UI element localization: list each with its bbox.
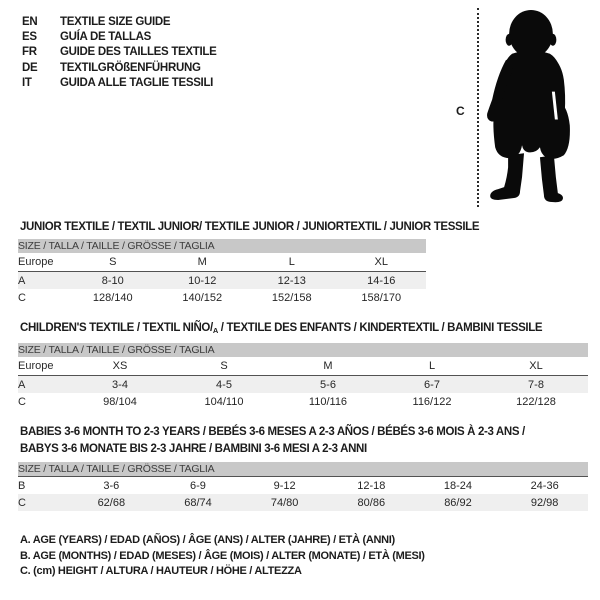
col-header: L [247,253,337,272]
language-title-list [22,14,217,90]
table-row [18,494,588,511]
row-label: C [18,494,68,511]
col-header: L [380,357,484,376]
table-row [18,477,588,495]
col-header: S [172,357,276,376]
lang-label: TEXTILE SIZE GUIDE [60,15,171,28]
lang-row-it [22,75,217,90]
lang-code: FR [22,46,37,59]
legend-notes [20,533,425,580]
cell-value: 92/98 [501,494,588,511]
children-table-title [20,320,542,340]
cell-value: 12-13 [247,272,337,290]
cell-value: 5-6 [276,376,380,394]
height-measure-line [477,8,479,207]
lang-code: DE [22,61,38,74]
babies-title-line1: BABIES 3-6 MONTH TO 2-3 YEARS / BEBÉS 3-6 MESES A 2-3 AÑOS / BÉBÉS 3-6 MOIS À 2-3 ANS / [20,426,525,438]
cell-value: 7-8 [484,376,588,394]
cell-value: 8-10 [68,272,158,290]
columns-row [18,253,426,272]
col-header: XS [68,357,172,376]
size-header-bar [18,343,588,357]
size-header-bar [18,239,426,253]
cell-value: 9-12 [273,479,296,492]
columns-row [18,357,588,376]
col-header: XL [337,253,427,272]
cell-value: 158/170 [361,291,402,304]
row-label: A [18,376,68,394]
row-label: C [18,395,26,408]
cell-value: 86/92 [415,494,502,511]
note-age-years: A. AGE (YEARS) / EDAD (AÑOS) / ÂGE (ANS) / ALTER (JAHRE) / ETÀ (ANNI) [20,534,395,546]
baby-silhouette-icon [484,8,574,207]
cell-value: 116/122 [412,395,452,408]
size-header-label: SIZE / TALLA / TAILLE / GRÖSSE / TAGLIA [18,239,426,253]
babies-table-title [20,424,525,457]
lang-code: ES [22,30,37,43]
lang-label: GUIDE DES TAILLES TEXTILE [60,46,217,59]
cell-value: 128/140 [92,291,133,304]
row-label: B [18,479,26,492]
size-header-bar [18,462,588,477]
table-row [18,393,588,410]
title-part: CHILDREN'S TEXTILE / TEXTIL NIÑO/ [20,322,213,334]
col-header: M [276,357,380,376]
height-measure-label: C [456,104,465,118]
cell-value: 104/110 [204,395,244,408]
cell-value: 122/128 [516,395,556,408]
lang-row-en [22,14,217,29]
row-label: C [18,291,26,304]
cell-value: 3-4 [68,376,172,394]
row-label: Europe [18,253,68,272]
cell-value: 24-36 [530,479,559,492]
lang-row-es [22,29,217,44]
title-subscript: A [212,326,218,335]
table-row [18,272,426,290]
cell-value: 6-9 [190,479,206,492]
lang-code: IT [22,76,32,89]
title-part: / TEXTILE DES ENFANTS / KINDERTEXTIL / BAMBINI TESSILE [217,322,543,334]
size-header-label: SIZE / TALLA / TAILLE / GRÖSSE / TAGLIA [18,462,588,477]
table-row [18,376,588,394]
note-age-months: B. AGE (MONTHS) / EDAD (MESES) / ÂGE (MOIS) / ALTER (MONATE) / ETÀ (MESI) [20,549,425,562]
cell-value: 14-16 [337,272,427,290]
note-height: C. (cm) HEIGHT / ALTURA / HAUTEUR / HÖHE / ALTEZZA [20,565,302,578]
junior-size-table [18,239,426,306]
cell-value: 6-7 [380,376,484,394]
cell-value: 140/152 [182,291,223,304]
col-header: S [68,253,158,272]
cell-value: 3-6 [103,479,120,492]
lang-row-de [22,60,217,75]
lang-code: EN [22,15,38,28]
cell-value: 152/158 [271,291,312,304]
cell-value: 12-18 [357,479,386,492]
lang-label: GUÍA DE TALLAS [60,30,151,43]
cell-value: 110/116 [308,395,348,408]
cell-value: 10-12 [158,272,248,290]
cell-value: 74/80 [241,494,328,511]
babies-title-line2: BABYS 3-6 MONATE BIS 2-3 JAHRE / BAMBINI 3-6 MESI A 2-3 ANNI [20,442,367,455]
cell-value: 68/74 [155,494,242,511]
children-size-table [18,343,588,410]
table-row [18,289,426,306]
babies-size-table [18,462,588,511]
lang-row-fr [22,45,217,60]
cell-value: 80/86 [328,494,415,511]
cell-value: 62/68 [68,494,155,511]
junior-table-title: JUNIOR TEXTILE / TEXTIL JUNIOR/ TEXTILE JUNIOR / JUNIORTEXTIL / JUNIOR TESSILE [20,221,480,233]
lang-label: TEXTILGRÖßENFÜHRUNG [60,61,201,74]
cell-value: 98/104 [103,395,137,408]
lang-label: GUIDA ALLE TAGLIE TESSILI [60,76,214,89]
col-header: M [158,253,248,272]
col-header: XL [484,357,588,376]
row-label: Europe [18,357,68,376]
size-header-label: SIZE / TALLA / TAILLE / GRÖSSE / TAGLIA [18,343,588,357]
cell-value: 18-24 [443,479,473,492]
row-label: A [18,272,68,290]
cell-value: 4-5 [172,376,276,394]
